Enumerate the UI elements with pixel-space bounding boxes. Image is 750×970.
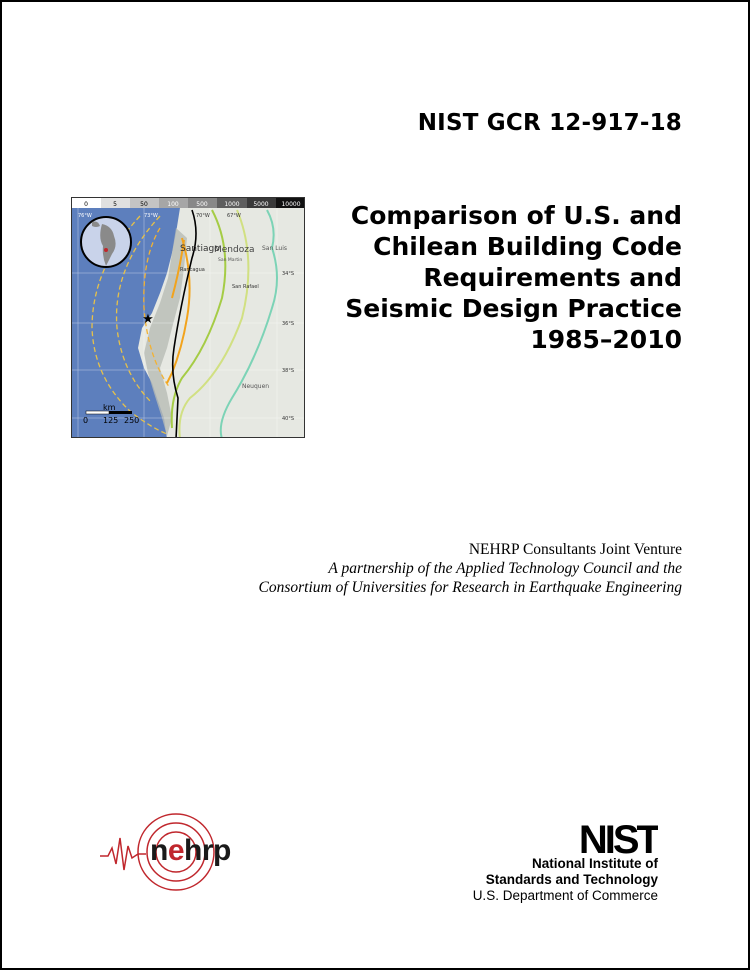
- title-line: Comparison of U.S. and: [350, 201, 682, 230]
- nist-department-line: U.S. Department of Commerce: [472, 888, 658, 903]
- place-label: San Rafael: [232, 284, 259, 290]
- longitude-label: 73°W: [144, 213, 158, 219]
- legend-label: 0: [84, 201, 88, 208]
- place-label: Santiago: [180, 244, 220, 254]
- legend-label: 1000: [224, 201, 240, 208]
- nist-name-line: National Institute of: [532, 856, 658, 871]
- title-line: Seismic Design Practice: [345, 294, 682, 323]
- latitude-label: 34°S: [282, 271, 295, 277]
- scale-tick: 0: [83, 416, 89, 425]
- title-line: Requirements and: [423, 263, 682, 292]
- report-title: [302, 200, 682, 355]
- title-line: Chilean Building Code: [373, 232, 682, 261]
- globe-inset-icon: [81, 217, 131, 267]
- legend-label: 5000: [253, 201, 269, 208]
- nist-logo: [473, 822, 658, 904]
- legend-label: 10000: [281, 201, 301, 208]
- legend-label: 500: [196, 201, 208, 208]
- report-number: NIST GCR 12-917-18: [417, 110, 682, 136]
- chile-earthquake-map: [71, 197, 305, 438]
- partnership-line: Consortium of Universities for Research in Earthquake Engineering: [258, 579, 682, 596]
- place-label: San Martin: [218, 258, 243, 263]
- nist-name-line: Standards and Technology: [485, 872, 658, 887]
- scale-tick: 250: [124, 416, 140, 425]
- nist-wordmark-icon: [542, 822, 658, 856]
- latitude-label: 38°S: [282, 368, 295, 374]
- svg-text:NIST: NIST: [578, 822, 658, 856]
- epicenter-star-icon: ★: [142, 312, 154, 327]
- scale-tick: 125: [103, 416, 119, 425]
- nehrp-wordmark: nehrp: [150, 834, 231, 867]
- organization-name: NEHRP Consultants Joint Venture: [468, 541, 682, 558]
- partnership-line: A partnership of the Applied Technology Council and the: [328, 560, 682, 577]
- place-label: San Luis: [262, 245, 288, 252]
- latitude-label: 36°S: [282, 321, 295, 327]
- latitude-label: 40°S: [282, 416, 295, 422]
- longitude-label: 70°W: [196, 213, 210, 219]
- population-legend: [72, 198, 305, 208]
- legend-label: 50: [140, 201, 148, 208]
- legend-label: 5: [113, 201, 117, 208]
- authors-block: [122, 540, 682, 597]
- scale-unit: km: [103, 403, 116, 412]
- place-label: Rancagua: [180, 267, 205, 273]
- legend-label: 100: [167, 201, 179, 208]
- longitude-label: 76°W: [78, 213, 92, 219]
- place-label: Neuquen: [242, 383, 270, 390]
- place-label: Mendoza: [214, 245, 255, 255]
- longitude-label: 67°W: [227, 213, 241, 219]
- title-line: 1985–2010: [530, 325, 682, 354]
